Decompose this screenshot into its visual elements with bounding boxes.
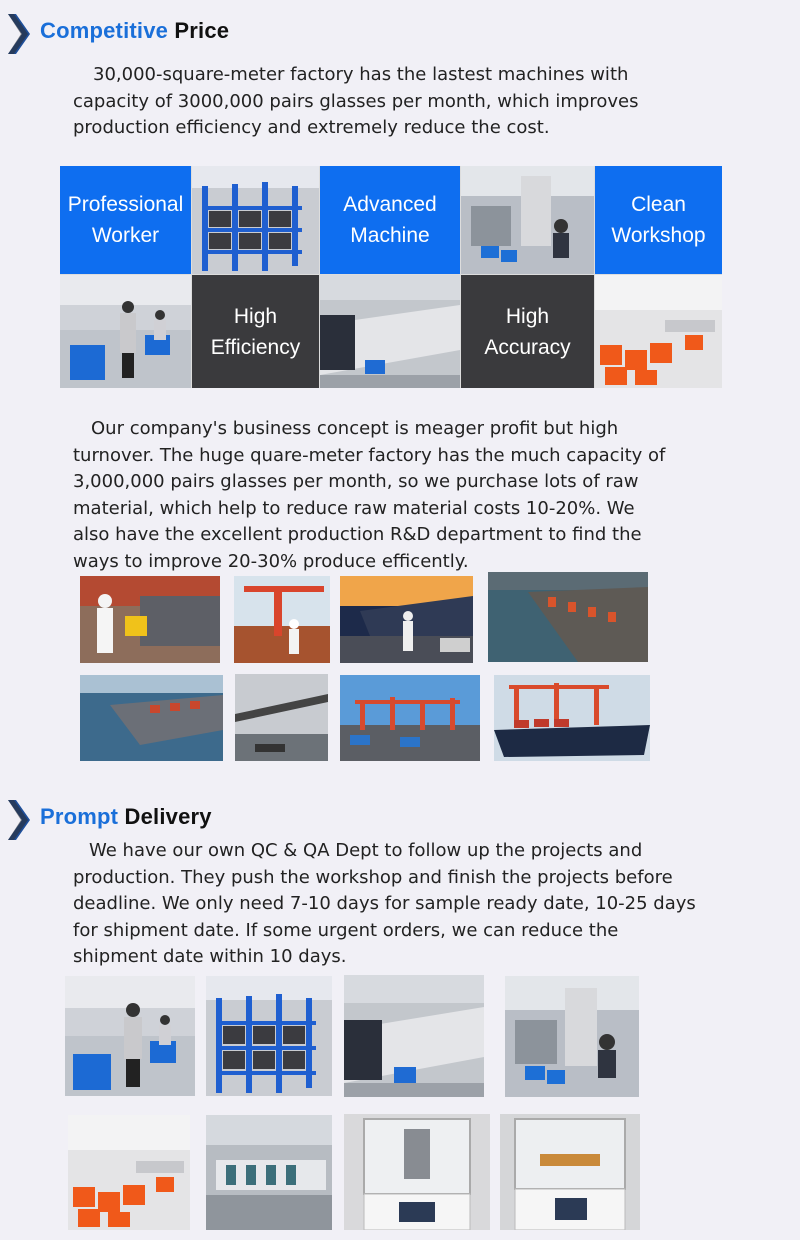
text-line: for shipment date. If some urgent orders, we can reduce the xyxy=(73,919,619,941)
tile-line: Worker xyxy=(91,224,160,247)
tile-high-accuracy xyxy=(461,275,594,388)
tile-line: Efficiency xyxy=(210,335,301,359)
text-line: Our company's business concept is meager profit but high xyxy=(91,418,619,439)
photo-workers-at-benches xyxy=(65,976,195,1096)
tile-line: High xyxy=(505,304,550,328)
business-paragraph xyxy=(73,416,665,575)
title-highlight: Prompt xyxy=(40,804,119,829)
section-marker-icon xyxy=(8,800,30,840)
text-line: ways to improve 20-30% produce efficently. xyxy=(73,550,469,572)
tile-professional-worker xyxy=(60,166,191,274)
tile-advanced-machine xyxy=(320,166,460,274)
photo-port-crane-worker xyxy=(234,576,330,663)
text-line: 3,000,000 pairs glasses per month, so we purchase lots of raw xyxy=(73,471,639,492)
tile-high-efficiency xyxy=(192,275,319,388)
tile-line: Accuracy xyxy=(484,335,571,359)
tile-line: Professional xyxy=(67,193,184,216)
photo-mold-racks xyxy=(206,976,332,1096)
photo-cargo-ship-dock xyxy=(80,675,223,761)
title-rest: Price xyxy=(174,18,230,43)
title-highlight: Competitive xyxy=(40,18,169,43)
text-line: also have the excellent production R&D department to find the xyxy=(73,524,642,545)
text-line: shipment date within 10 days. xyxy=(73,946,347,967)
photo-clean-workshop xyxy=(595,275,722,388)
photo-injection-machines xyxy=(320,275,460,388)
tile-line: Machine xyxy=(350,224,430,247)
tile-clean-workshop xyxy=(595,166,722,274)
photo-worker-machine xyxy=(505,976,639,1097)
text-line: capacity of 3000,000 pairs glasses per month, which improves xyxy=(73,90,639,112)
tile-line: Advanced xyxy=(343,193,437,216)
photo-workers-at-benches xyxy=(60,275,191,388)
text-line: We have our own QC & QA Dept to follow up the projects and xyxy=(89,840,643,861)
photo-bridge-river xyxy=(235,674,328,761)
title-rest: Delivery xyxy=(124,804,212,829)
photo-testing-machine xyxy=(344,1114,490,1230)
text-line: material, which help to reduce raw material costs 10-20%. We xyxy=(73,497,635,519)
delivery-paragraph xyxy=(73,838,696,971)
feature-grid xyxy=(60,166,722,388)
intro-paragraph xyxy=(73,62,638,142)
text-line: deadline. We only need 7-10 days for sample ready date, 10-25 days xyxy=(73,893,696,914)
photo-assembly-line xyxy=(206,1115,332,1230)
section-marker-icon xyxy=(8,14,30,54)
tile-line: High xyxy=(233,304,278,328)
section-title-competitive-price xyxy=(40,18,229,44)
section-title-prompt-delivery xyxy=(40,804,212,830)
text-line: 30,000-square-meter factory has the lastest machines with xyxy=(93,64,629,85)
photo-worker-machine xyxy=(461,166,594,274)
photo-container-ship-loading xyxy=(494,675,650,761)
photo-worker-ppe xyxy=(80,576,220,663)
tile-line: Clean xyxy=(631,193,686,216)
photo-night-port-ship xyxy=(340,576,473,663)
text-line: production. They push the workshop and finish the projects before xyxy=(73,866,673,888)
tile-line: Workshop xyxy=(611,224,706,247)
photo-injection-machines xyxy=(344,975,484,1097)
photo-mold-racks xyxy=(192,166,319,274)
photo-container-port-aerial xyxy=(488,572,648,662)
photo-clean-workshop xyxy=(68,1115,190,1230)
photo-port-cranes-city xyxy=(340,675,480,761)
photo-lens-testing-machine xyxy=(500,1114,640,1230)
text-line: production efficiency and extremely reduce the cost. xyxy=(73,117,550,138)
text-line: turnover. The huge quare-meter factory has the much capacity of xyxy=(73,444,666,466)
